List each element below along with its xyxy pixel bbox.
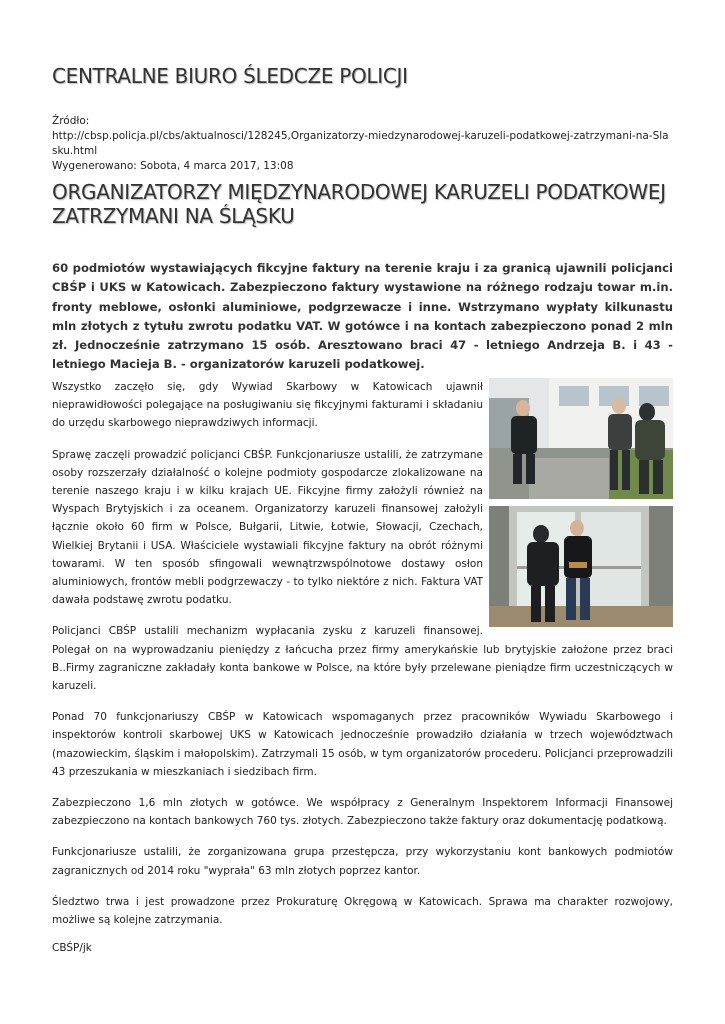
generated-date: Wygenerowano: Sobota, 4 marca 2017, 13:08	[52, 160, 294, 172]
site-title: CENTRALNE BIURO ŚLEDCZE POLICJI	[52, 64, 408, 88]
article-lead: 60 podmiotów wystawiających fikcyjne faktury na terenie kraju i za granicą ujawnili policjanci CBŚP i UKS w Katowicach. Zabezpieczono faktury wystawione na różnego rodzaju towar m.in. fronty meblowe, osłonki aluminiowe, podgrzewacze i inne. Wstrzymano wypłaty kilkunastu mln złotych z tytułu zwrotu podatku VAT. W gotówce i na kontach zabezpieczono ponad 2 mln zł. Jednocześnie zatrzymano 15 osób. Aresztowano braci 47 - letniego Andrzeja B. i 43 - letniego Macieja B. - organizatorów karuzeli podatkowej.	[52, 261, 673, 372]
document-meta	[52, 114, 673, 174]
source-label: Źródło:	[52, 115, 90, 127]
arrest-photo-door	[489, 506, 673, 627]
paragraph-1: Wszystko zaczęło się, gdy Wywiad Skarbowy w Katowicach ujawnił nieprawidłowości polegające na posługiwaniu się fikcyjnymi fakturami i składaniu do urzędu skarbowego nieprawdziwych informacji.	[52, 381, 483, 430]
source-url[interactable]: http://cbsp.policja.pl/cbs/aktualnosci/128245,Organizatorzy-miedzynarodowej-karuzeli-podatkowej-zatrzymani-na-Slasku.html	[52, 130, 669, 157]
photo-column	[489, 378, 673, 634]
article-body	[52, 378, 673, 954]
paragraph-4: Ponad 70 funkcjonariuszy CBŚP w Katowicach wspomaganych przez pracowników Wywiadu Skarbowego i inspektorów kontroli skarbowej UKS w Katowicach jednocześnie prowadziło działania w trzech województwach (mazowieckim, śląskim i małopolskim). Zatrzymali 15 osób, w tym organizatorów procederu. Policjanci przeprowadzili 43 przeszukania w mieszkaniach i siedzibach firm.	[52, 711, 673, 778]
article-headline: ORGANIZATORZY MIĘDZYNARODOWEJ KARUZELI PODATKOWEJ ZATRZYMANI NA ŚLĄSKU	[52, 180, 666, 228]
paragraph-6: Funkcjonariusze ustalili, że zorganizowana grupa przestępcza, przy wykorzystaniu kont bankowych podmiotów zagranicznych od 2014 roku "wyprała" 63 mln złotych poprzez kantor.	[52, 846, 673, 877]
signature: CBŚP/jk	[52, 942, 92, 955]
paragraph-2: Sprawę zaczęli prowadzić policjanci CBŚP. Funkcjonariusze ustalili, że zatrzymane osoby rozszerzały działalność o kolejne podmioty gospodarcze zlokalizowane na terenie naszego kraju i w kilku krajach UE. Fikcyjne firmy założyli również na Wyspach Brytyjskich i za oceanem. Organizatorzy karuzeli finansowej założyli łącznie około 60 firm w Polsce, Bułgarii, Litwie, Łotwie, Słowacji, Czechach, Wielkiej Brytanii i USA. Właściciele wystawiali fikcyjne faktury na obrót różnymi towarami. W ten sposób sfingowali wewnątrzwspólnotowe dostawy osłon aluminiowych, frontów mebli podgrzewaczy - to tylko niektóre z nich. Faktura VAT dawała podstawę zwrotu podatku.	[52, 448, 483, 607]
paragraph-5: Zabezpieczono 1,6 mln złotych w gotówce. We współpracy z Generalnym Inspektorem Informacji Finansowej zabezpieczono na kontach bankowych 760 tys. złotych. Zabezpieczono także faktury oraz dokumentację podatkową.	[52, 797, 673, 828]
paragraph-3: Policjanci CBŚP ustalili mechanizm wypłacania zysku z karuzeli finansowej. Polegał on na wyprowadzaniu pieniędzy z łańcucha przez firmy amerykańskie lub brytyjskie założone przez braci B..Firmy zagraniczne zakładały konta bankowe w Polsce, na które były przelewane pieniądze firm uczestniczących w karuzeli.	[52, 625, 673, 693]
arrest-photo-building	[489, 378, 673, 499]
paragraph-7: Śledztwo trwa i jest prowadzone przez Prokuraturę Okręgową w Katowicach. Sprawa ma charakter rozwojowy, możliwe są kolejne zatrzymania.	[52, 895, 673, 927]
